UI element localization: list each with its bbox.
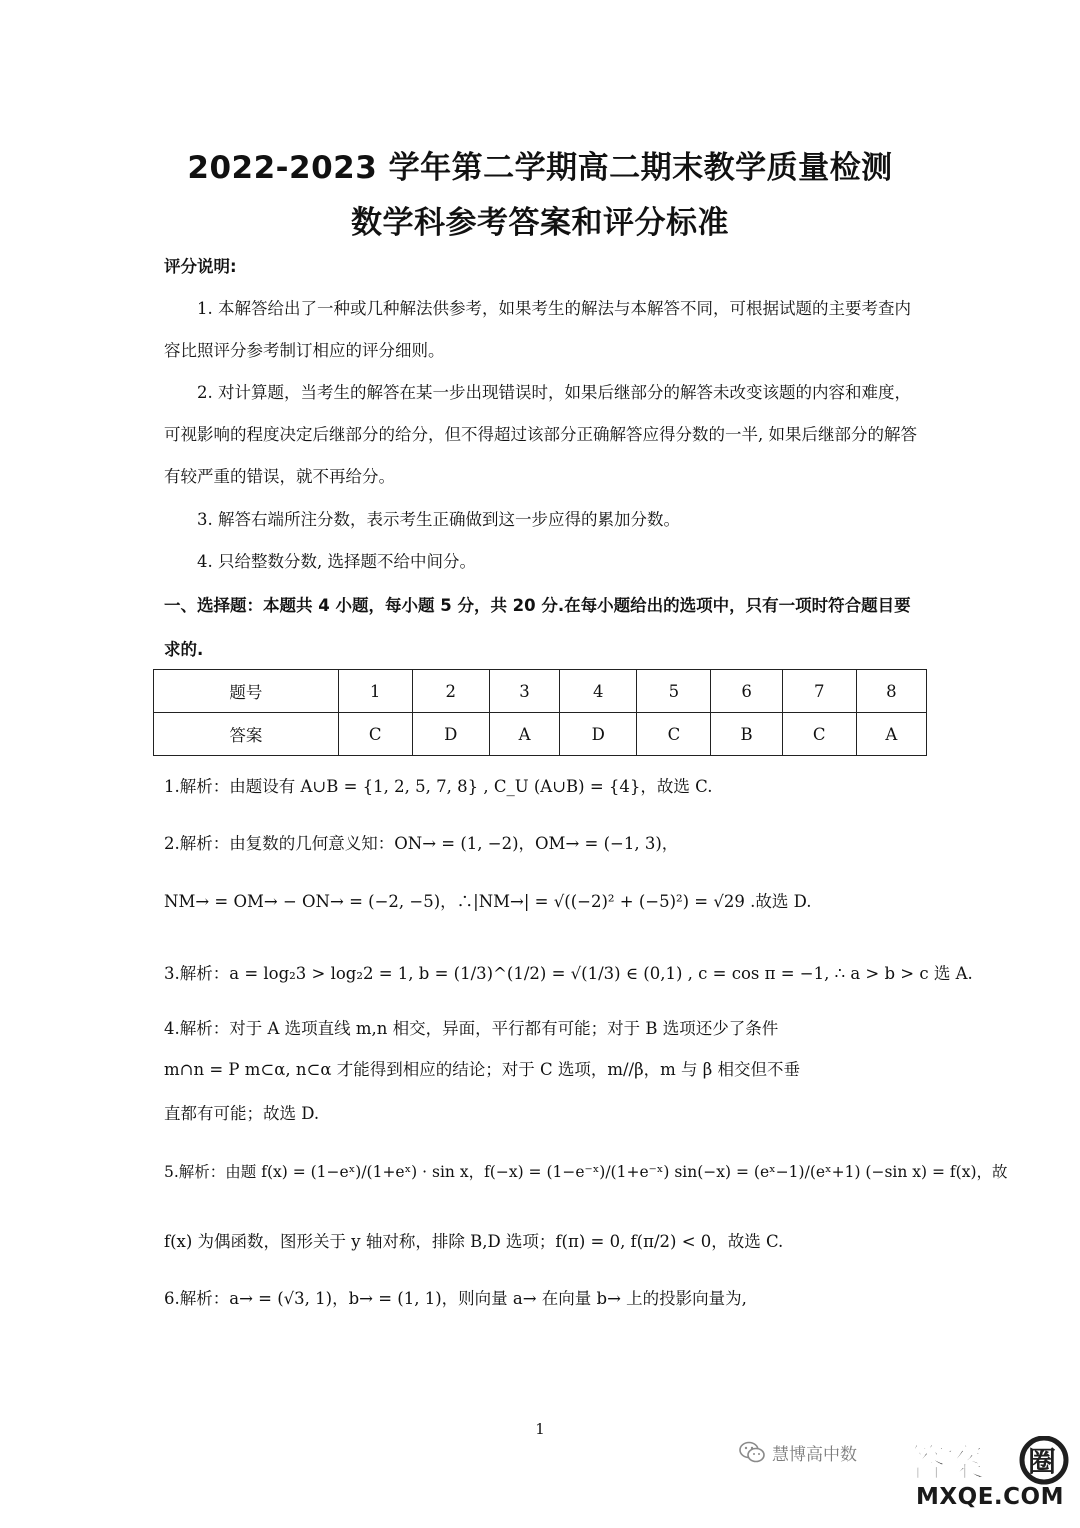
- table-cell: D: [560, 713, 637, 756]
- watermark: [738, 1432, 857, 1472]
- wechat-icon: [738, 1440, 766, 1464]
- svg-text:圈: 圈: [1028, 1445, 1057, 1478]
- solution-6: 6.解析：a→ = (√3, 1)，b→ = (1, 1)，则向量 a→ 在向量 b→ 上的投影向量为,: [164, 1289, 747, 1308]
- table-header-cell: 答案: [154, 713, 339, 756]
- table-cell: 3: [489, 670, 559, 713]
- table-cell: C: [637, 713, 711, 756]
- table-cell: A: [856, 713, 926, 756]
- table-cell: 5: [637, 670, 711, 713]
- table-cell: B: [711, 713, 782, 756]
- scoring-heading: 评分说明:: [164, 257, 237, 276]
- watermark-text: 慧博高中数: [772, 1444, 857, 1465]
- table-row: [154, 670, 927, 713]
- solution-2-line-2: NM→ = OM→ − ON→ = (−2, −5)，∴|NM→| = √((−2)² + (−5)²) = √29 .故选 D.: [164, 892, 812, 911]
- table-cell: 8: [856, 670, 926, 713]
- table-cell: C: [782, 713, 856, 756]
- table-cell: 1: [338, 670, 412, 713]
- solution-3: 3.解析：a = log₂3 > log₂2 = 1, b = (1/3)^(1/2) = √(1/3) ∈ (0,1) , c = cos π = −1, ∴ a > b > c 选 A.: [164, 964, 973, 983]
- table-cell: D: [412, 713, 489, 756]
- table-cell: 7: [782, 670, 856, 713]
- solution-4-line-2: m∩n = P m⊂α, n⊂α 才能得到相应的结论；对于 C 选项，m//β，m 与 β 相交但不垂: [164, 1060, 801, 1079]
- page-number: 1: [535, 1420, 545, 1438]
- table-cell: 2: [412, 670, 489, 713]
- scoring-item-3: 3. 解答右端所注分数，表示考生正确做到这一步应得的累加分数。: [197, 510, 680, 529]
- answer-table: [153, 669, 927, 756]
- document-title: 2022-2023 学年第二学期高二期末教学质量检测: [187, 150, 893, 186]
- logo-text: MXQE.COM: [916, 1484, 1064, 1510]
- section-heading: 一、选择题：本题共 4 小题，每小题 5 分，共 20 分.在每小题给出的选项中，只有一项时符合题目要求的.: [164, 596, 911, 659]
- svg-text:答案: 答案: [908, 1441, 985, 1485]
- scoring-item-4: 4. 只给整数分数, 选择题不给中间分。: [197, 552, 476, 571]
- table-cell: A: [489, 713, 559, 756]
- solution-2-line-1: 2.解析：由复数的几何意义知：ON→ = (1, −2)，OM→ = (−1, 3)，: [164, 834, 679, 853]
- solution-5-line-1: 5.解析：由题 f(x) = (1−eˣ)/(1+eˣ) · sin x，f(−x) = (1−e⁻ˣ)/(1+e⁻ˣ) sin(−x) = (eˣ−1)/(eˣ+1) (−sin x) = f(x)，故: [164, 1163, 1008, 1181]
- scoring-item-1: 1. 本解答给出了一种或几种解法供参考，如果考生的解法与本解答不同，可根据试题的主要考查内容比照评分参考制订相应的评分细则。: [164, 299, 911, 360]
- scoring-item-2: 2. 对计算题，当考生的解答在某一步出现错误时，如果后继部分的解答未改变该题的内容和难度，可视影响的程度决定后继部分的给分，但不得超过该部分正确解答应得分数的一半, 如果后继部分的解答有较严重的错误，就不再给分。: [164, 383, 917, 486]
- table-header-cell: 题号: [154, 670, 339, 713]
- table-cell: 4: [560, 670, 637, 713]
- solution-4-line-3: 直都有可能；故选 D.: [164, 1104, 320, 1123]
- document-subtitle: 数学科参考答案和评分标准: [351, 205, 729, 241]
- table-row: [154, 713, 927, 756]
- table-cell: 6: [711, 670, 782, 713]
- site-logo: [898, 1436, 1076, 1522]
- table-cell: C: [338, 713, 412, 756]
- solution-5-line-2: f(x) 为偶函数，图形关于 y 轴对称，排除 B,D 选项；f(π) = 0, f(π/2) < 0，故选 C.: [164, 1232, 784, 1251]
- solution-4-line-1: 4.解析：对于 A 选项直线 m,n 相交，异面，平行都有可能；对于 B 选项还少了条件: [164, 1019, 779, 1038]
- solution-1: 1.解析：由题设有 A∪B = {1, 2, 5, 7, 8} , C_U (A∪B) = {4}，故选 C.: [164, 777, 713, 796]
